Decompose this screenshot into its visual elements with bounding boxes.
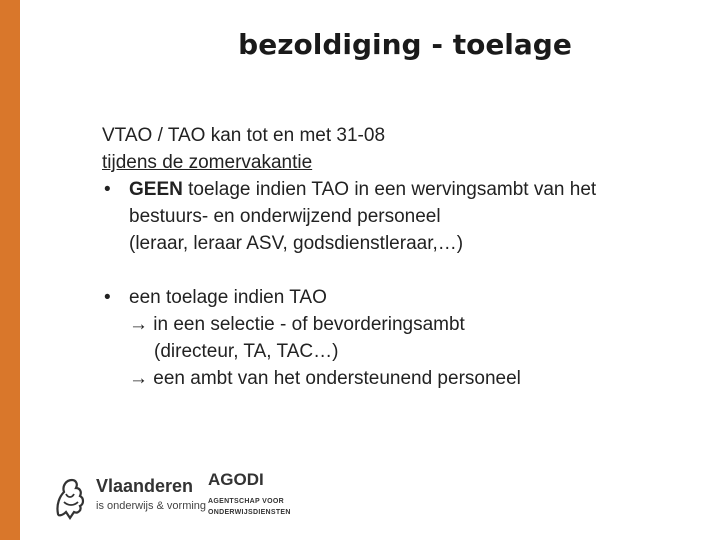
accent-side-bar xyxy=(0,0,20,540)
bullet-marker: • xyxy=(104,287,111,308)
sub-item-1: → in een selectie - of bevorderingsambt xyxy=(129,314,465,335)
agodi-subtitle-line: ONDERWIJSDIENSTEN xyxy=(208,509,291,516)
slide-title: bezoldiging - toelage xyxy=(238,28,572,61)
agodi-subtitle-line: AGENTSCHAP VOOR xyxy=(208,498,284,505)
bullet-item-1 xyxy=(102,176,702,203)
slide-content xyxy=(102,122,702,392)
sub-item-2: → een ambt van het ondersteunend personeel xyxy=(129,368,521,389)
bullet-1-continuation: bestuurs- en onderwijzend personeel xyxy=(129,206,441,227)
agodi-subtitle xyxy=(208,496,291,518)
bold-keyword: GEEN xyxy=(129,179,183,200)
vlaanderen-logo-text: Vlaanderen xyxy=(96,476,194,496)
agodi-logo-text: AGODI xyxy=(208,470,264,489)
bullet-text: toelage indien TAO in een wervingsambt van het xyxy=(182,179,597,200)
footer-logos xyxy=(52,470,312,522)
bullet-marker: • xyxy=(104,179,111,200)
spacer xyxy=(102,257,702,284)
bullet-item-2 xyxy=(102,284,702,311)
intro-line: VTAO / TAO kan tot en met 31-08 xyxy=(102,125,386,146)
intro-subline: tijdens de zomervakantie xyxy=(102,152,313,173)
sub-item-1-continuation: (directeur, TA, TAC…) xyxy=(154,341,339,362)
bullet-text: een toelage indien TAO xyxy=(129,287,327,308)
flanders-lion-icon xyxy=(52,474,88,520)
vlaanderen-tagline: is onderwijs & vorming xyxy=(96,500,207,512)
bullet-1-continuation: (leraar, leraar ASV, godsdienstleraar,…) xyxy=(129,233,464,254)
